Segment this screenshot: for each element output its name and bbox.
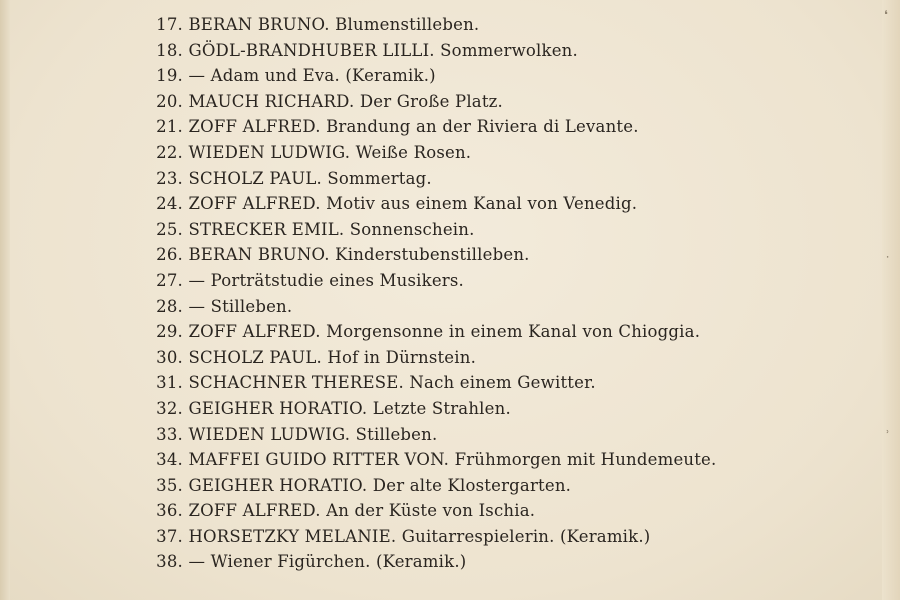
entry-number: 26.	[156, 245, 183, 265]
entry-number: 19.	[156, 66, 183, 86]
entry-text: BERAN BRUNO. Kinderstubenstilleben.	[188, 245, 530, 265]
entry-text: SCHACHNER THERESE. Nach einem Gewitter.	[188, 373, 596, 393]
entry-number: 38.	[156, 552, 183, 572]
entry-text: BERAN BRUNO. Blumenstilleben.	[188, 15, 480, 34]
entry-text: — Wiener Figürchen. (Keramik.)	[188, 552, 467, 572]
entry-text: — Porträtstudie eines Musikers.	[188, 270, 464, 290]
catalog-entry	[140, 396, 716, 422]
entry-text: SCHOLZ PAUL. Hof in Dürnstein.	[188, 347, 477, 367]
catalog-entry	[140, 268, 716, 294]
entry-text: WIEDEN LUDWIG. Weiße Rosen.	[188, 142, 472, 162]
entry-number: 21.	[156, 117, 183, 137]
entry-text: MAUCH RICHARD. Der Große Platz.	[188, 91, 503, 111]
entry-number: 33.	[156, 424, 183, 444]
paper-speck: ˒	[886, 425, 890, 439]
entry-text: GEIGHER HORATIO. Der alte Klostergarten.	[188, 475, 572, 495]
entry-text: WIEDEN LUDWIG. Stilleben.	[188, 424, 438, 444]
catalog-entry	[140, 473, 716, 499]
catalog-entry	[140, 217, 716, 243]
entry-number: 35.	[156, 475, 183, 495]
catalog-entry	[140, 12, 716, 38]
entry-number: 28.	[156, 296, 183, 316]
catalog-entry	[140, 549, 716, 575]
paper-speck: ❛	[884, 8, 888, 22]
entry-text: GÖDL-BRANDHUBER LILLI. Sommerwolken.	[188, 40, 578, 60]
entry-number: 30.	[156, 347, 183, 367]
catalog-entry	[140, 166, 716, 192]
entry-number: 34.	[156, 450, 183, 470]
entry-text: ZOFF ALFRED. An der Küste von Ischia.	[188, 501, 536, 521]
entry-number: 20.	[156, 91, 183, 111]
entry-text: HORSETZKY MELANIE. Guitarrespielerin. (Keramik.)	[188, 526, 651, 546]
catalog-entry	[140, 140, 716, 166]
entry-number: 18.	[156, 40, 183, 60]
entry-number: 29.	[156, 322, 183, 342]
catalog-entry	[140, 498, 716, 524]
entry-number: 27.	[156, 270, 183, 290]
entry-text: — Adam und Eva. (Keramik.)	[188, 66, 436, 86]
entry-number: 37.	[156, 526, 183, 546]
entry-text: ZOFF ALFRED. Morgensonne in einem Kanal von Chioggia.	[188, 322, 701, 342]
entry-text: — Stilleben.	[188, 296, 293, 316]
catalog-entry	[140, 38, 716, 64]
entry-text: SCHOLZ PAUL. Sommertag.	[188, 168, 432, 188]
entry-number: 32.	[156, 398, 183, 418]
catalog-entry	[140, 524, 716, 550]
catalog-entry	[140, 447, 716, 473]
catalog-entry	[140, 319, 716, 345]
paper-speck: ⸱	[886, 250, 890, 264]
entry-text: GEIGHER HORATIO. Letzte Strahlen.	[188, 398, 511, 418]
catalog-entry	[140, 345, 716, 371]
entry-text: MAFFEI GUIDO RITTER VON. Frühmorgen mit Hundemeute.	[188, 450, 717, 470]
entry-text: ZOFF ALFRED. Brandung an der Riviera di Levante.	[188, 117, 639, 137]
entry-number: 24.	[156, 194, 183, 214]
catalog-entry	[140, 242, 716, 268]
entry-number: 36.	[156, 501, 183, 521]
entry-text: ZOFF ALFRED. Motiv aus einem Kanal von Venedig.	[188, 194, 638, 214]
entry-text: STRECKER EMIL. Sonnenschein.	[188, 219, 475, 239]
catalog-entry	[140, 89, 716, 115]
entry-number: 25.	[156, 219, 183, 239]
page-right-edge	[882, 0, 900, 600]
catalog-entry	[140, 422, 716, 448]
catalog-entry	[140, 63, 716, 89]
entry-number: 17.	[156, 15, 183, 34]
entry-number: 23.	[156, 168, 183, 188]
entry-number: 22.	[156, 142, 183, 162]
catalog-entry	[140, 370, 716, 396]
catalog-entry	[140, 114, 716, 140]
page-left-edge	[0, 0, 10, 600]
catalog-entry	[140, 191, 716, 217]
catalog-entry	[140, 294, 716, 320]
catalog-list	[140, 12, 716, 575]
entry-number: 31.	[156, 373, 183, 393]
